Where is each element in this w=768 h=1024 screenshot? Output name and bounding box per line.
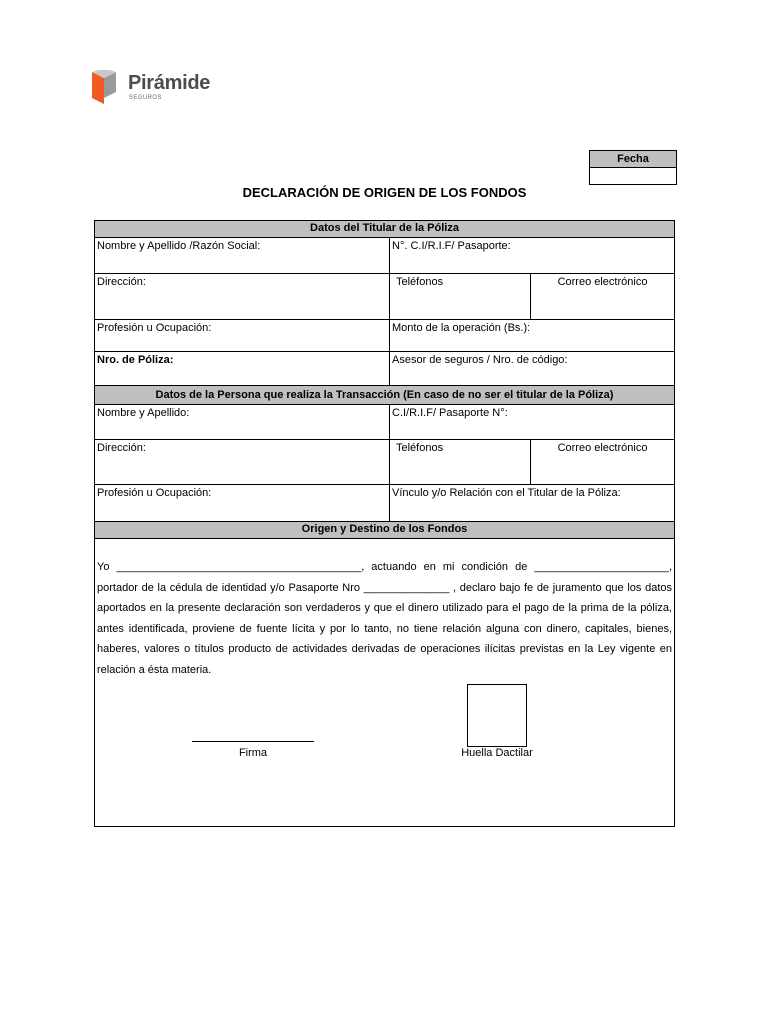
row-persona-profesion [95,485,674,522]
titular-nombre-field[interactable]: Nombre y Apellido /Razón Social: [97,240,261,252]
persona-ci-field[interactable]: C.I/R.I.F/ Pasaporte N°: [389,405,674,439]
titular-profesion-field[interactable]: Profesión u Ocupación: [97,322,212,334]
titular-ci-field[interactable]: N°. C.I/R.I.F/ Pasaporte: [389,238,674,273]
persona-correo-field[interactable]: Correo electrónico [530,440,674,484]
persona-nombre-field[interactable]: Nombre y Apellido: [97,407,190,419]
row-titular-nombre [95,238,674,274]
persona-profesion-field[interactable]: Profesión u Ocupación: [97,487,212,499]
declaration-text: Yo ________________________________________, actuando en mi condición de ______________________, portador de la cédula de identidad y/o Pasaporte Nro ______________ , declaro bajo fe de juramento que los datos aportados en la presente declaración son verdaderos y que el dinero utilizado para el pago de la prima de la póliza, antes identificada, proviene de fuente lícita y por lo tanto, no tiene relación alguna con dinero, capitales, bienes, haberes, valores o títulos producto de actividades derivadas de operaciones ilícitas previstas en la Ley vigente en relación a ésta materia. [97,561,672,676]
piramide-logo-icon [90,70,118,106]
row-titular-direccion [95,274,674,320]
titular-monto-field[interactable]: Monto de la operación (Bs.): [389,320,674,351]
firma-label: Firma [238,747,268,759]
fingerprint-box[interactable] [467,684,527,747]
signature-line[interactable] [192,741,314,742]
titular-poliza-field[interactable]: Nro. de Póliza: [97,354,174,366]
huella-label: Huella Dactilar [461,747,533,759]
declaration-form [94,220,675,827]
titular-telefonos-field[interactable]: Teléfonos [389,274,530,319]
section-header-transaccion: Datos de la Persona que realiza la Transacción (En caso de no ser el titular de la Póliza) [95,386,674,405]
section-header-titular: Datos del Titular de la Póliza [95,221,674,238]
titular-direccion-field[interactable]: Dirección: [97,276,146,288]
fecha-label: Fecha [590,151,676,168]
persona-telefonos-field[interactable]: Teléfonos [389,440,530,484]
persona-vinculo-field[interactable]: Vínculo y/o Relación con el Titular de la Póliza: [389,485,674,521]
fecha-field[interactable] [590,168,676,184]
row-persona-direccion [95,440,674,485]
brand-sub: SEGUROS [129,95,162,101]
titular-asesor-field[interactable]: Asesor de seguros / Nro. de código: [389,352,674,385]
fecha-box [589,150,677,185]
brand-name: Pirámide [128,72,211,94]
row-persona-nombre [95,405,674,440]
section-header-origen: Origen y Destino de los Fondos [95,522,674,539]
row-titular-poliza [95,352,674,386]
persona-direccion-field[interactable]: Dirección: [97,442,146,454]
row-titular-profesion [95,320,674,352]
titular-correo-field[interactable]: Correo electrónico [530,274,674,319]
page-title: DECLARACIÓN DE ORIGEN DE LOS FONDOS [242,185,527,200]
